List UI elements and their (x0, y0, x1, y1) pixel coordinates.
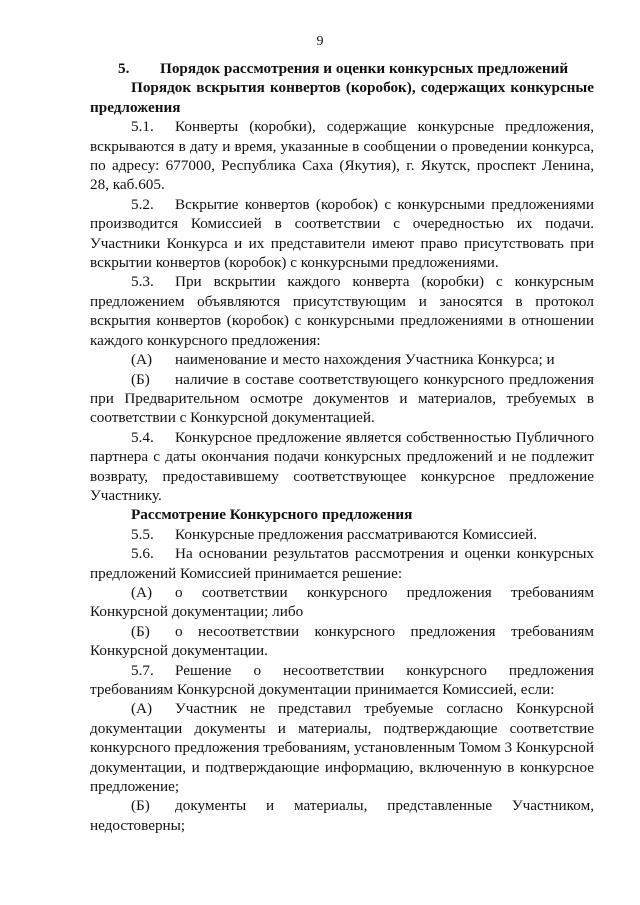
clause-text: Вскрытие конвертов (коробок) с конкурсными предложениями производится Комиссией в соответствии с очередностью их подачи. Участники Конкурса и их представители имеют право присутствовать при вскрытии конвертов (коробок) с конкурсными предложениями. (90, 195, 594, 272)
clause-text: о соответствии конкурсного предложения требованиям Конкурсной документации; либо (90, 583, 594, 621)
clause-number: (А) (131, 583, 153, 601)
clause-5-2 (90, 195, 594, 273)
clause-5-5 (90, 525, 594, 544)
document-body (90, 59, 594, 835)
clause-text: Конверты (коробки), содержащие конкурсные предложения, вскрываются в дату и время, указанные в сообщении о проведении конкурса, по адресу: 677000, Республика Саха (Якутия), г. Якутск, проспект Ленина, 28, каб.605. (90, 118, 594, 194)
clause-text: Конкурсное предложение является собственностью Публичного партнера с даты окончания подачи конкурсных предложений и не подлежит возврату, предоставившему соответствующее конкурсное предложение Участнику. (90, 428, 594, 504)
clause-text: наименование и место нахождения Участника Конкурса; и (175, 351, 555, 369)
clause-number: 5.5. (131, 525, 154, 543)
clause-5-3-a (90, 350, 594, 369)
clause-5-7-a (90, 699, 594, 796)
clause-number: 5.3. (131, 273, 154, 291)
clause-5-3-b (90, 370, 594, 428)
subsection-title-opening: Порядок вскрытия конвертов (коробок), содержащих конкурсные предложения (90, 79, 594, 116)
clause-number: (Б) (131, 797, 150, 815)
clause-5-6-b (90, 622, 594, 661)
clause-number: 5.1. (131, 118, 154, 136)
clause-5-4 (90, 428, 594, 506)
clause-number: (А) (131, 351, 153, 369)
clause-number: (А) (131, 700, 153, 718)
clause-number: 5.4. (131, 428, 154, 446)
clause-5-6 (90, 544, 594, 583)
clause-5-7 (90, 661, 594, 700)
subsection-title-review: Рассмотрение Конкурсного предложения (131, 506, 413, 524)
clause-number: 5.6. (131, 545, 154, 563)
clause-text: Участник не представил требуемые согласно Конкурсной документации документы и материалы, подтверждающие соответствие конкурсного предложения требованиям, установленным Томом 3 Конкурсной документации, и подтверждающие информацию, включенную в конкурсное предложение; (90, 700, 594, 796)
clause-text: При вскрытии каждого конверта (коробки) с конкурсным предложением объявляются присутствующим и заносятся в протокол вскрытия конвертов (коробок) с конкурсными предложениями в отношении каждого конкурсного предложения: (90, 273, 594, 349)
clause-text: Конкурсные предложения рассматриваются Комиссией. (175, 525, 538, 543)
clause-number: 5.7. (131, 661, 154, 679)
clause-text: документы и материалы, представленные Участником, недостоверны; (90, 797, 594, 834)
clause-5-7-b (90, 796, 594, 835)
clause-text: Решение о несоответствии конкурсного предложения требованиям Конкурсной документации принимается Комиссией, если: (90, 661, 594, 698)
clause-5-3 (90, 272, 594, 350)
clause-5-6-a (90, 583, 594, 622)
section-heading (90, 59, 594, 78)
clause-number: (Б) (131, 622, 150, 640)
clause-text: о несоответствии конкурсного предложения требованиям Конкурсной документации. (90, 622, 594, 660)
section-number: 5. (118, 60, 130, 77)
clause-text: На основании результатов рассмотрения и оценки конкурсных предложений Комиссией принимается решение: (90, 545, 594, 582)
clause-number: 5.2. (131, 195, 154, 213)
clause-number: (Б) (131, 370, 150, 388)
clause-5-1 (90, 117, 594, 195)
page-number: 9 (316, 34, 324, 49)
section-title: Порядок рассмотрения и оценки конкурсных предложений (160, 60, 569, 77)
clause-text: наличие в составе соответствующего конкурсного предложения при Предварительном осмотре документов и материалов, требуемых в соответствии с Конкурсной документацией. (90, 370, 594, 427)
